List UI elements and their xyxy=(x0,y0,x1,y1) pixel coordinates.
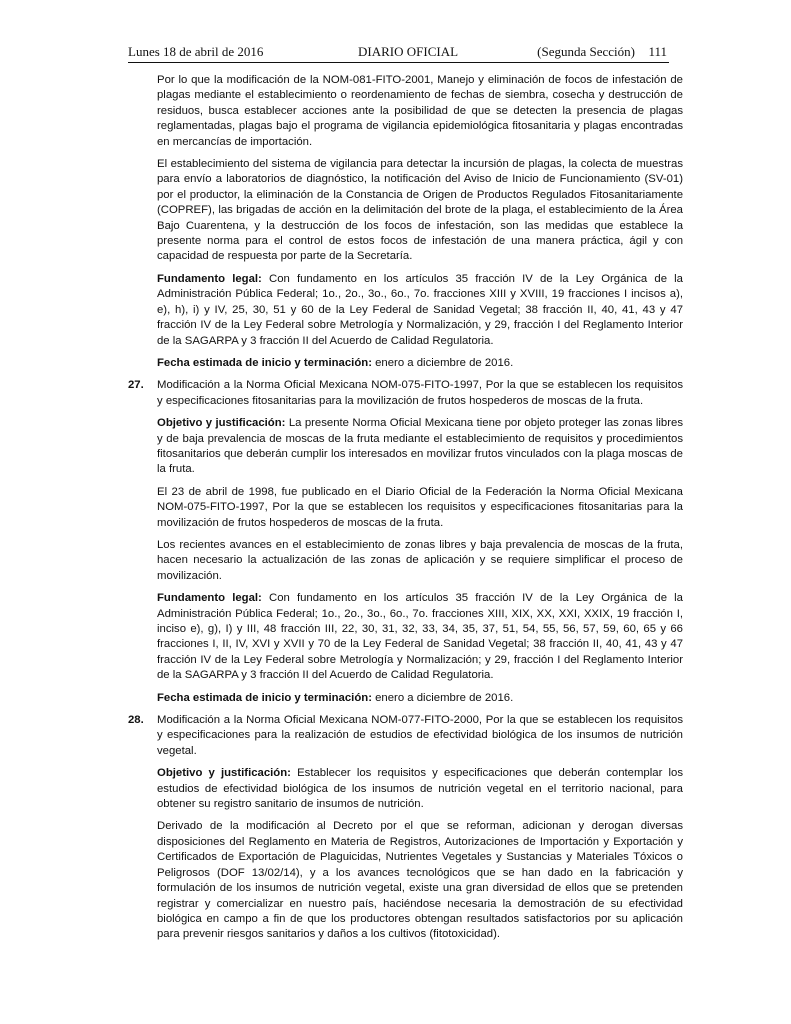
legal-basis-text: Con fundamento en los artículos 35 fracción IV de la Ley Orgánica de la Administración Pública Federal; 1o., 2o., 3o., 6o., 7o. fracciones XIII, XIX, XX, XXI, XXIX, 19 fracción I, inciso e), g), I) y III, 48 fracción III, 22, 30, 31, 32, 33, 34, 35, 37, 51, 54, 55, 56, 57, 59, 60, 65 y 66 fracciones I, II, IV, XVI y XVII y 70 de la Ley Federal de Sanidad Vegetal; 38 fracción II, 40, 41, 43 y 47 fracción IV de la Ley Federal sobre Metrología y Normalización; y 29, fracción I del Reglamento Interior de la SAGARPA y 3 fracción II del Acuerdo de Calidad Regulatoria. xyxy=(157,592,683,682)
legal-basis-text: Con fundamento en los artículos 35 fracción IV de la Ley Orgánica de la Administración Pública Federal; 1o., 2o., 3o., 6o., 7o. fracciones XIII y XVIII, 19 fracciones I incisos a), e), h), i) y IV, 25, 30, 51 y 60 de la Ley Federal de Sanidad Vegetal; 38 fracción II, 40, 41, 43 y 47 fracción IV de la Ley Federal sobre Metrología y Normalización, y 29, fracción I del Reglamento Interior de la SAGARPA y 3 fracción II del Acuerdo de Calidad Regulatoria. xyxy=(157,272,683,347)
item-text: Modificación a la Norma Oficial Mexicana NOM-077-FITO-2000, Por la que se establecen los requisitos y especificaciones para la realización de estudios de efectividad biológica de los insumos de nutrición vegetal. xyxy=(157,714,683,757)
item-text: Modificación a la Norma Oficial Mexicana NOM-075-FITO-1997, Por la que se establecen los requisitos y especificaciones fitosanitarias para la movilización de frutos hospederos de moscas de la fruta. xyxy=(157,379,683,407)
paragraph-estimated-date xyxy=(157,691,683,706)
list-item-28 xyxy=(128,713,683,759)
header-publication-title: DIARIO OFICIAL xyxy=(358,44,459,59)
label-objective: Objetivo y justificación: xyxy=(157,417,286,430)
paragraph: El 23 de abril de 1998, fue publicado en el Diario Oficial de la Federación la Norma Oficial Mexicana NOM-075-FITO-1997, Por la que se establecen los requisitos y especificaciones fitosanitarias para la movilización de frutos hospederos de moscas de la fruta. xyxy=(157,485,683,529)
header-page-number: 111 xyxy=(648,44,667,59)
paragraph-legal-basis xyxy=(157,272,683,349)
paragraph: Por lo que la modificación de la NOM-081-FITO-2001, Manejo y eliminación de focos de infestación de plagas mediante el establecimiento o reordenamiento de fechas de siembra, cosecha y destrucción de residuos, busca establecer acciones ante la posibilidad de que se detecten la presencia de plagas reglamentadas, plagas bajo el programa de vigilancia epidemiológica fitosanitaria y plagas encontradas en mercancías de importación. xyxy=(157,74,683,148)
label-estimated-date: Fecha estimada de inicio y terminación: xyxy=(157,691,372,704)
label-estimated-date: Fecha estimada de inicio y terminación: xyxy=(157,356,372,369)
paragraph-objective xyxy=(157,416,683,478)
paragraph: Derivado de la modificación al Decreto por el que se reforman, adicionan y derogan diversas disposiciones del Reglamento en Materia de Registros, Autorizaciones de Importación y Exportación y Certificados de Exportación de Plaguicidas, Nutrientes Vegetales y Sustancias y Materiales Tóxicos o Peligrosos (DOF 13/02/14), y a los avances tecnológicos que se han dado en la fabricación y formulación de los insumos de nutrición vegetal, existe una gran diversidad de ellos que se pretenden registrar y comercializar en nuestro país, haciéndose necesaria la demostración de su efectividad biológica en campo a fin de que los productores obtengan resultados satisfactorios por su aplicación para prevenir riesgos sanitarios y daños a los cultivos (fitotoxicidad). xyxy=(157,820,683,941)
objective-text: La presente Norma Oficial Mexicana tiene por objeto proteger las zonas libres y de baja prevalencia de moscas de la fruta mediante el establecimiento de requisitos y procedimientos fitosanitarios que deberán cumplir los interesados en movilizar frutos vinculados con la plaga moscas de la fruta. xyxy=(157,417,683,476)
estimated-date-text: enero a diciembre de 2016. xyxy=(371,356,514,369)
estimated-date-text: enero a diciembre de 2016. xyxy=(371,691,514,704)
item-number: 28. xyxy=(128,714,144,727)
label-legal-basis: Fundamento legal: xyxy=(157,592,262,605)
label-objective: Objetivo y justificación: xyxy=(157,767,291,780)
paragraph-legal-basis xyxy=(157,591,683,683)
paragraph-objective xyxy=(157,766,683,812)
paragraph-estimated-date xyxy=(157,356,683,371)
item-number: 27. xyxy=(128,379,144,392)
header-date: Lunes 18 de abril de 2016 xyxy=(128,44,264,59)
document-body xyxy=(128,73,683,950)
list-item-27 xyxy=(128,378,683,409)
paragraph: Los recientes avances en el establecimiento de zonas libres y baja prevalencia de moscas de la fruta, hacen necesario la actualización de las zonas de aplicación y se requiere simplificar el proceso de movilización. xyxy=(157,538,683,582)
paragraph: El establecimiento del sistema de vigilancia para detectar la incursión de plagas, la colecta de muestras para envío a laboratorios de diagnóstico, la notificación del Aviso de Inicio de Funcionamiento (SV-01) por el productor, la eliminación de la Constancia de Origen de Productos Regulados Fitosanitariamente (COPREF), las brigadas de acción en la delimitación del brote de la plaga, el establecimiento de la Área Bajo Cuarentena, y la destrucción de los focos de infestación, son las medidas que establece la presente norma para el control de estos focos de infestación de una manera práctica, ágil y con capacidad de respuesta por parte de la Secretaría. xyxy=(157,158,683,263)
objective-text: Establecer los requisitos y especificaciones que deberán contemplar los estudios de efectividad biológica de los insumos de nutrición vegetal en el territorio nacional, para obtener su registro sanitario de insumos de nutrición. xyxy=(157,767,683,811)
page-header xyxy=(128,44,669,63)
label-legal-basis: Fundamento legal: xyxy=(157,272,262,285)
header-section: (Segunda Sección) xyxy=(537,44,635,59)
